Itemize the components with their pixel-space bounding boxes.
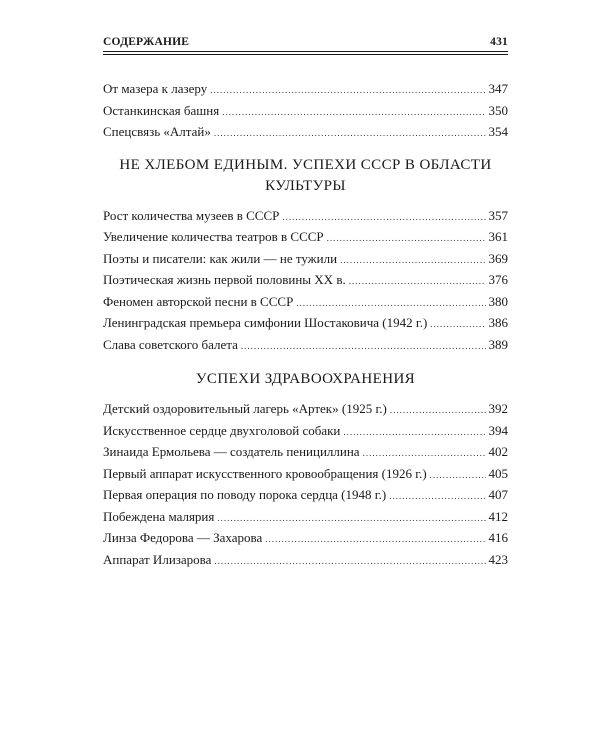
toc-entry[interactable]: [103, 312, 508, 334]
toc-page: [103, 36, 508, 570]
toc-entry[interactable]: [103, 527, 508, 549]
toc-entry[interactable]: [103, 205, 508, 227]
entry-page: 412: [488, 508, 508, 524]
entry-title: Спецсвязь «Алтай»: [103, 124, 211, 139]
entry-page: 392: [488, 401, 508, 416]
dot-leader: [214, 551, 485, 572]
toc-entry[interactable]: [103, 78, 508, 100]
dot-leader: [282, 207, 485, 228]
entry-title: Аппарат Илизарова: [103, 551, 212, 567]
toc-entry[interactable]: [103, 248, 508, 270]
entry-page: 407: [488, 487, 508, 502]
dot-leader: [296, 293, 485, 314]
toc-entry[interactable]: [103, 463, 508, 485]
dot-leader: [343, 422, 485, 443]
entry-title: Линза Федорова — Захарова: [103, 530, 263, 545]
entry-title: Ленинградская премьера симфонии Шостаковича (1942 г.): [103, 315, 428, 330]
entry-page: 376: [488, 272, 508, 287]
entry-title: Увеличение количества театров в СССР: [103, 229, 324, 244]
entry-title: Останкинская башня: [103, 102, 220, 118]
entry-page: 350: [488, 102, 508, 118]
header-page-number: 431: [490, 36, 508, 48]
toc-entry[interactable]: [103, 100, 508, 122]
toc-entry[interactable]: [103, 484, 508, 506]
header-title: СОДЕРЖАНИЕ: [103, 36, 190, 48]
entry-title: Рост количества музеев в СССР: [103, 207, 280, 223]
toc-entry[interactable]: [103, 226, 508, 248]
entry-title: Побеждена малярия: [103, 508, 215, 524]
dot-leader: [363, 443, 486, 464]
dot-leader: [265, 529, 485, 550]
dot-leader: [217, 508, 485, 529]
entry-title: Искусственное сердце двухголовой собаки: [103, 422, 341, 438]
dot-leader: [340, 250, 485, 271]
entry-title: Поэты и писатели: как жили — не тужили: [103, 250, 338, 266]
toc-entry[interactable]: [103, 291, 508, 313]
toc-entry[interactable]: [103, 269, 508, 291]
entry-page: 394: [488, 422, 508, 438]
toc-list-top: [103, 78, 508, 143]
entry-page: 380: [488, 293, 508, 309]
entry-page: 389: [488, 336, 508, 352]
section-heading-healthcare: УСПЕХИ ЗДРАВООХРАНЕНИЯ: [195, 371, 416, 387]
entry-page: 423: [488, 551, 508, 567]
entry-page: 405: [488, 465, 508, 481]
entry-title: От мазера к лазеру: [103, 81, 208, 96]
dot-leader: [210, 80, 485, 101]
entry-title: Поэтическая жизнь первой половины XX в.: [103, 272, 346, 287]
dot-leader: [349, 271, 486, 292]
dot-leader: [430, 465, 486, 486]
entry-page: 361: [488, 229, 508, 244]
toc-list-culture: [103, 205, 508, 356]
dot-leader: [214, 123, 486, 144]
dot-leader: [222, 102, 485, 123]
entry-title: Детский оздоровительный лагерь «Артек» (1925 г.): [103, 401, 387, 416]
entry-page: 402: [488, 444, 508, 459]
entry-title: Первый аппарат искусственного кровообращения (1926 г.): [103, 465, 427, 481]
entry-page: 369: [488, 250, 508, 266]
header-rule: [103, 54, 508, 55]
entry-page: 354: [488, 124, 508, 139]
entry-page: 357: [488, 207, 508, 223]
toc-entry[interactable]: [103, 506, 508, 528]
dot-leader: [327, 228, 486, 249]
toc-entry[interactable]: [103, 420, 508, 442]
entry-page: 386: [488, 315, 508, 330]
entry-page: 416: [488, 530, 508, 545]
entry-page: 347: [488, 81, 508, 96]
entry-title: Феномен авторской песни в СССР: [103, 293, 294, 309]
dot-leader: [430, 314, 485, 335]
toc-entry[interactable]: [103, 441, 508, 463]
toc-entry[interactable]: [103, 398, 508, 420]
toc-list-healthcare: [103, 398, 508, 570]
dot-leader: [241, 336, 486, 357]
running-header: [103, 36, 508, 52]
dot-leader: [390, 400, 486, 421]
toc-entry[interactable]: [103, 334, 508, 356]
entry-title: Слава советского балета: [103, 336, 238, 352]
entry-title: Первая операция по поводу порока сердца (1948 г.): [103, 487, 387, 502]
section-heading-culture: НЕ ХЛЕБОМ ЕДИНЫМ. УСПЕХИ СССР В ОБЛАСТИ КУЛЬТУРЫ: [119, 156, 492, 194]
toc-entry[interactable]: [103, 549, 508, 571]
entry-title: Зинаида Ермольева — создатель пенициллина: [103, 444, 360, 459]
dot-leader: [389, 486, 485, 507]
toc-entry[interactable]: [103, 121, 508, 143]
